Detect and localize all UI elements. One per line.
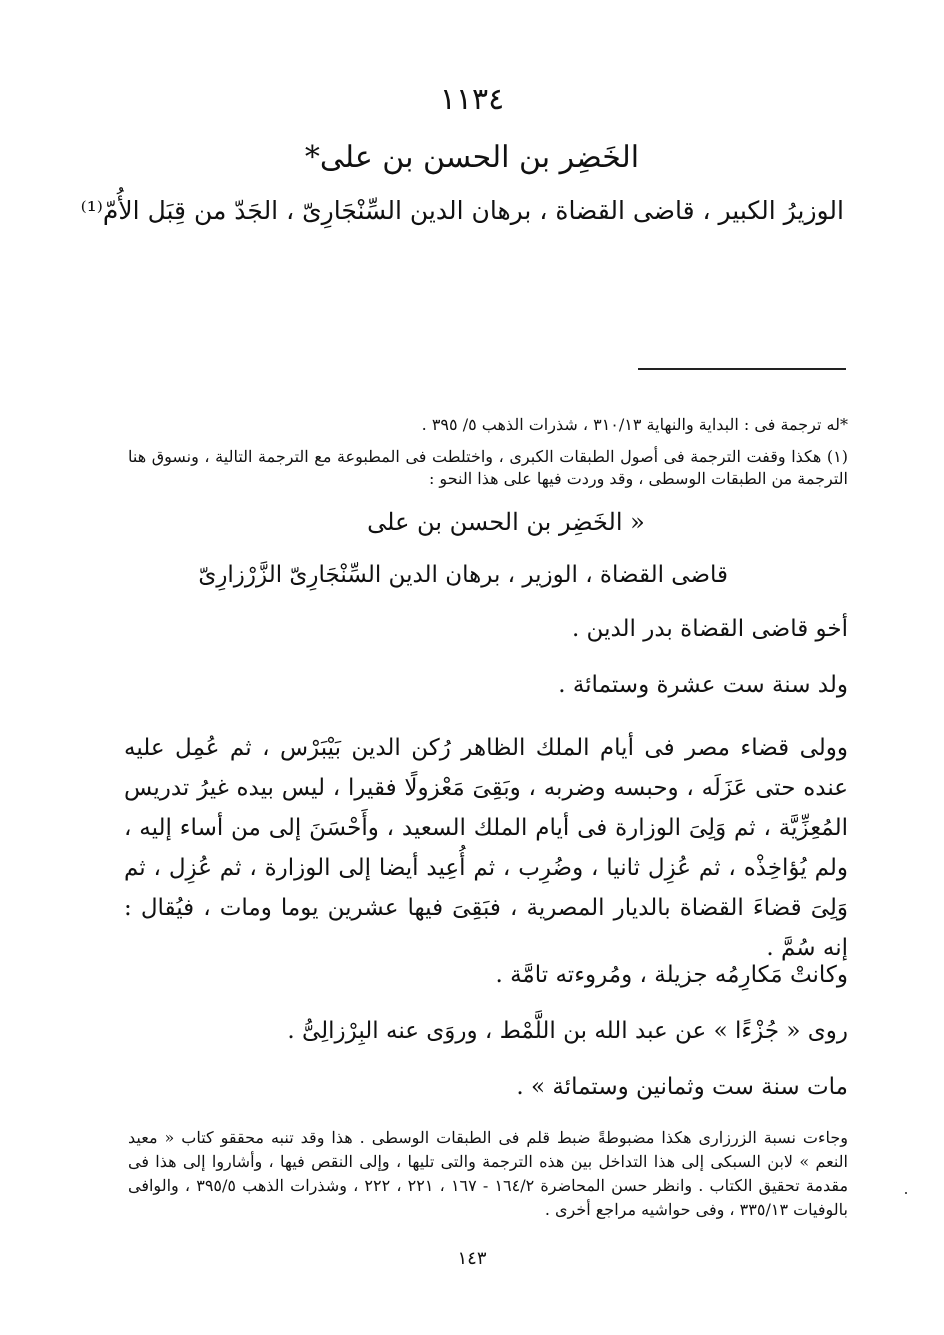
footnote-continuation: وجاءت نسبة الزرزارى هكذا مضبوطةً ضبط قلم فى الطبقات الوسطى . هذا وقد تنبه محققو كتاب « معيد النعم » لابن السبكى إلى هذا التداخل بين هذه الترجمة والتى تليها ، وإلى النقص فيها ، وأشاروا إلى هذا فى مقدمة تحقيق الكتاب . وانظر حسن المحاضرة ١٦٤/٢ - ١٦٧ ، ٢٢١ ، ٢٢٢ ، وشذرات الذهب ٣٩٥/٥ ، والوافى بالوفيات ٣٣٥/١٣ ، وفى حواشيه مراجع أخرى . xyxy=(128,1128,849,1219)
footnote-star: *له ترجمة فى : البداية والنهاية ٣١٠/١٣ ، شذرات الذهب ٥/ ٣٩٥ . xyxy=(421,415,848,434)
footnote-one: (١) هكذا وقفت الترجمة فى أصول الطبقات الكبرى ، واختلطت فى المطبوعة مع الترجمة التالية ، ونسوق هنا الترجمة من الطبقات الوسطى ، وقد وردت فيها على هذا النحو : xyxy=(128,447,848,488)
quote-title: « الخَضِر بن الحسن بن على xyxy=(367,508,645,536)
margin-speck xyxy=(905,1192,907,1194)
quote-paragraph: وولى قضاء مصر فى أيام الملك الظاهر رُكن الدين بَيْبَرْس ، ثم عُمِل عليه عنده حتى عَزَلَه ، وحبسه وضربه ، وبَقِىَ مَعْزولًا فقيرا ، ليس بيده غيرُ تدريس المُعِزِّيَّة ، ثم وَلِىَ الوزارة فى أيام الملك السعيد ، وأَحْسَنَ إلى من أساء إليه ، ولم يُؤاخِذْه ، ثم عُزِل ثانيا ، وضُرِب ، ثم أُعِيد أيضا إلى الوزارة ، ثم عُزِل ، ثم وَلِىَ قضاءَ القضاة بالديار المصرية ، فبَقِىَ فيها عشرين يوما ومات ، فيُقال : إنه سُمَّ . xyxy=(124,735,848,961)
quote-line-3: ولد سنة ست عشرة وستمائة . xyxy=(558,672,848,698)
quote-line-2: أخو قاضى القضاة بدر الدين . xyxy=(571,616,848,642)
quote-line-4: وكانتْ مَكارِمُه جزيلة ، ومُروءته تامَّة . xyxy=(495,962,848,988)
quote-line-6: مات سنة ست وثمانين وستمائة » . xyxy=(516,1074,848,1100)
entry-title: الخَضِر بن الحسن بن على* xyxy=(304,140,640,175)
footnote-divider xyxy=(638,368,846,370)
entry-subtitle: الوزيرُ الكبير ، قاضى القضاة ، برهان الدين السِّنْجَارِىّ ، الجَدّ من قِبَل الأُمّ⁽¹⁾ xyxy=(80,196,844,225)
quote-line-1: قاضى القضاة ، الوزير ، برهان الدين السِّنْجَارِىّ الزَّرْزارِىّ xyxy=(198,562,728,588)
page-number: ١٤٣ xyxy=(457,1248,487,1269)
quote-line-5: روى « جُزْءًا » عن عبد الله بن اللَّمْط ، وروَى عنه البِرْزالِىُّ . xyxy=(287,1018,848,1044)
entry-number: ١١٣٤ xyxy=(439,82,505,117)
